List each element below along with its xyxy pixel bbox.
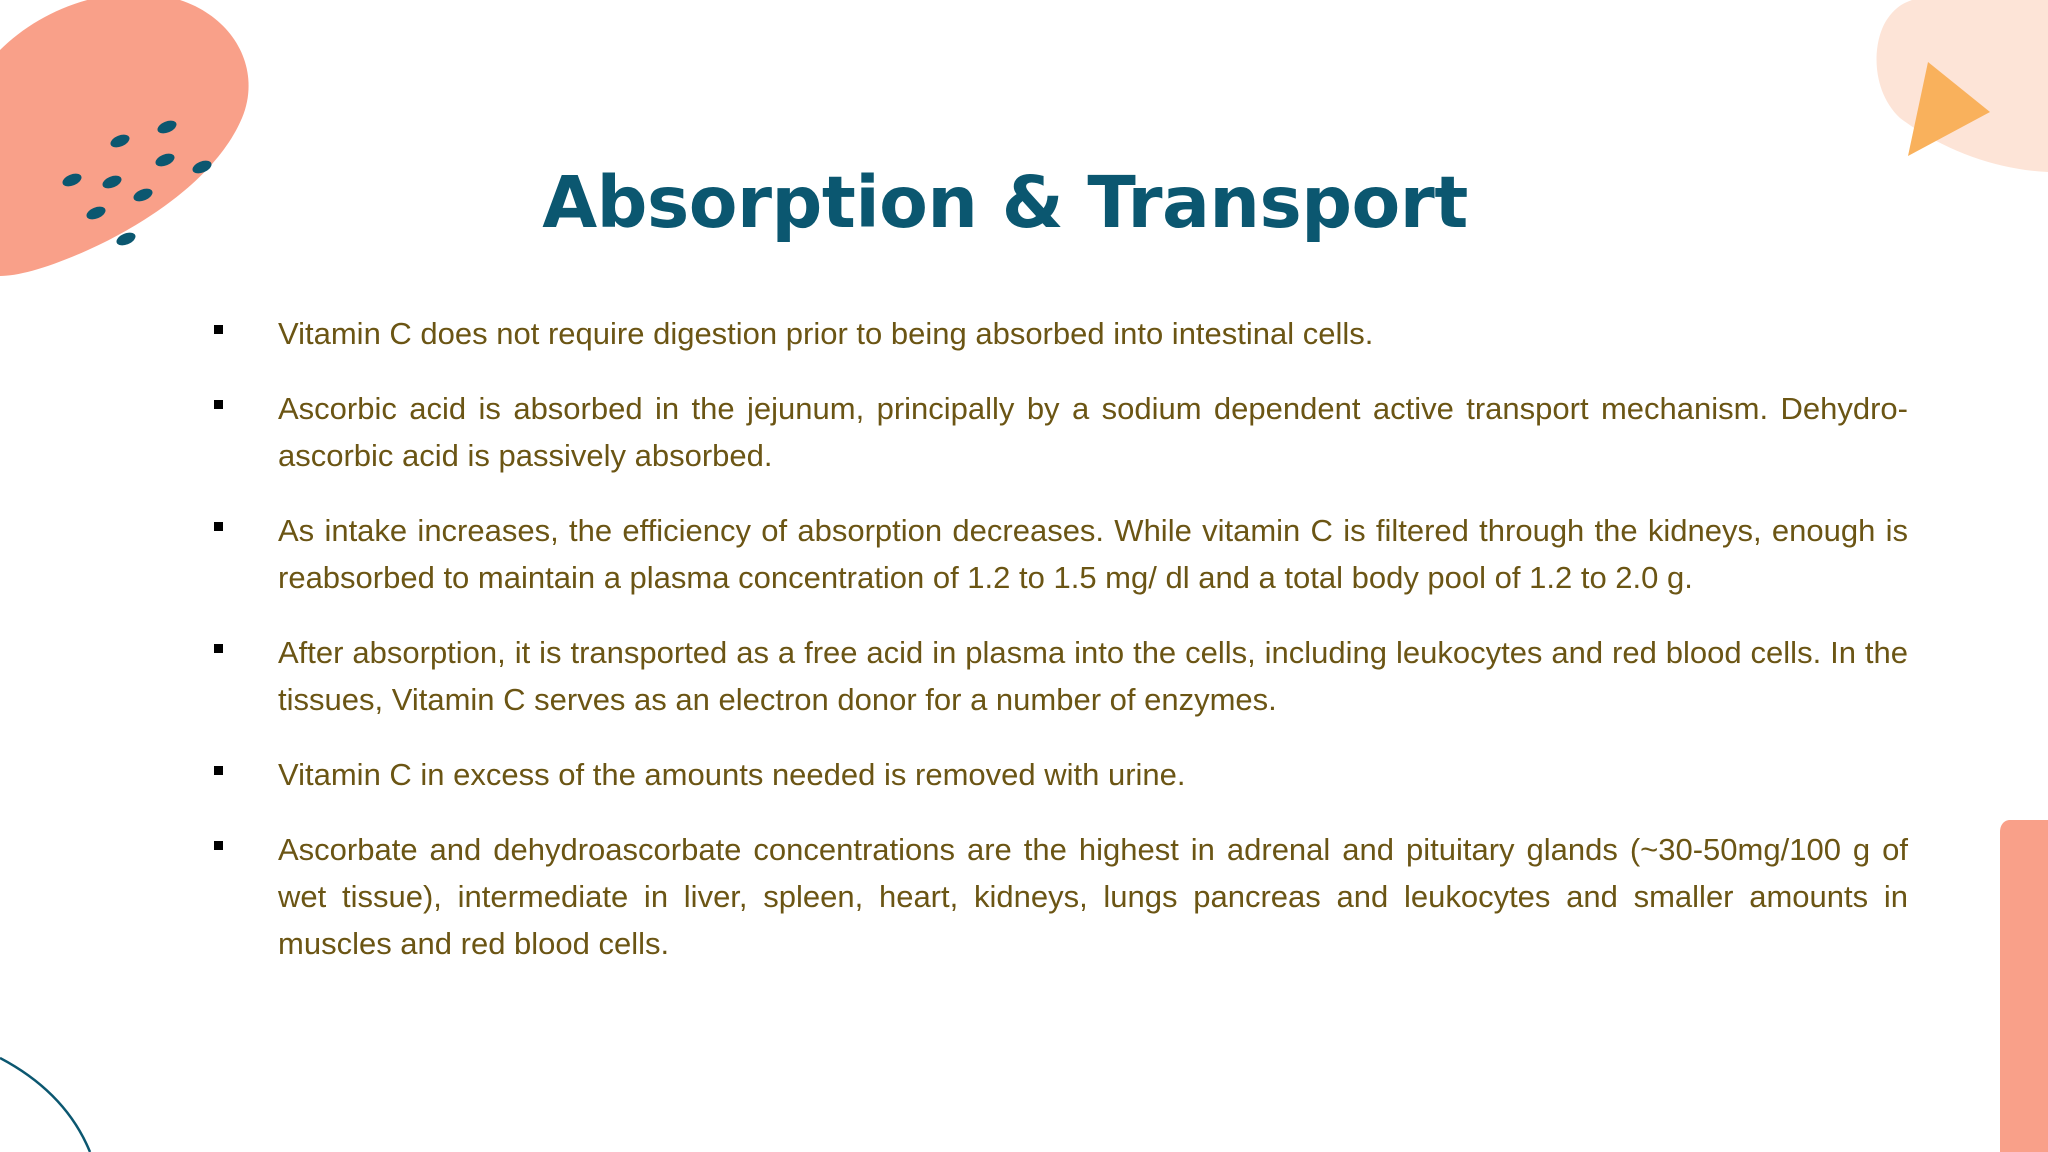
bullet-marker-icon (214, 522, 223, 531)
bullet-item (214, 826, 1908, 967)
bullet-marker-icon (214, 766, 223, 775)
bullet-item (214, 310, 1908, 357)
bullet-marker-icon (214, 325, 223, 334)
coral-bar-bottom-right (2000, 820, 2048, 1152)
bullet-item (214, 385, 1908, 479)
bullet-text: Ascorbate and dehydroascorbate concentrations are the highest in adrenal and pituitary glands (~30-50mg/100 g of wet tissue), intermediate in liver, spleen, heart, kidneys, lungs pancreas and leukocytes and smaller amounts in muscles and red blood cells. (278, 832, 1908, 961)
bullet-text: Ascorbic acid is absorbed in the jejunum, principally by a sodium dependent active transport mechanism. Dehydro-ascorbic acid is passively absorbed. (278, 391, 1908, 473)
bullet-text: As intake increases, the efficiency of absorption decreases. While vitamin C is filtered through the kidneys, enough is reabsorbed to maintain a plasma concentration of 1.2 to 1.5 mg/ dl and a total body pool of 1.2 to 2.0 g. (278, 513, 1908, 595)
bullet-marker-icon (214, 841, 223, 850)
bullet-marker-icon (214, 400, 223, 409)
slide-title: Absorption & Transport (542, 161, 1468, 244)
bullet-text: Vitamin C does not require digestion prior to being absorbed into intestinal cells. (278, 316, 1374, 351)
bullet-item (214, 507, 1908, 601)
bullet-marker-icon (214, 644, 223, 653)
bullet-text: After absorption, it is transported as a free acid in plasma into the cells, including leukocytes and red blood cells. In the tissues, Vitamin C serves as an electron donor for a number of enzymes. (278, 635, 1908, 717)
bullet-item (214, 629, 1908, 723)
curve-bottom-left (0, 1058, 90, 1152)
bullet-text: Vitamin C in excess of the amounts needed is removed with urine. (278, 757, 1186, 792)
bullet-item (214, 751, 1908, 798)
peach-blob-top-right (1877, 0, 2048, 172)
bullet-list (214, 310, 1908, 995)
